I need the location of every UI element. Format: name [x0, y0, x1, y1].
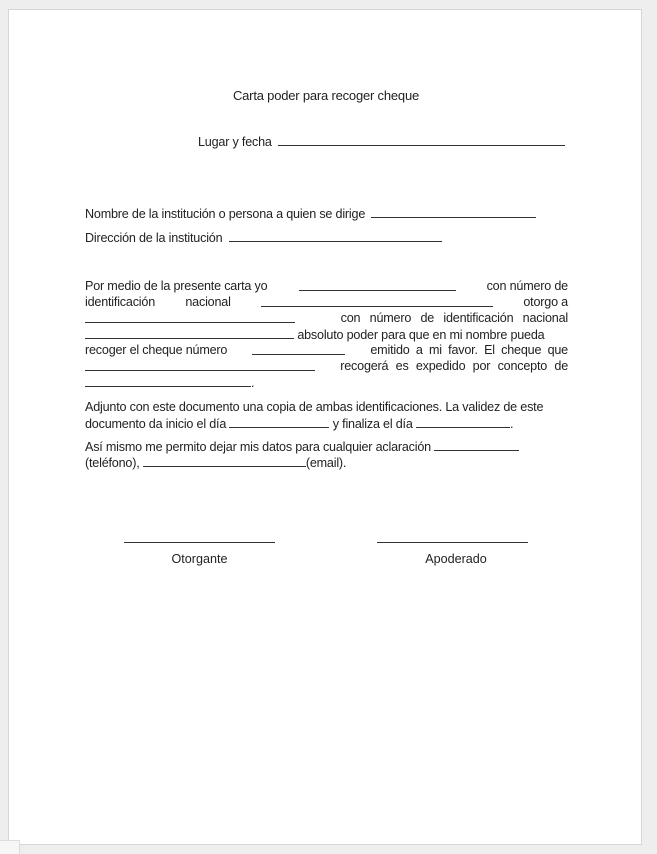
body-text: (email). [305, 456, 347, 470]
body-line-5 [85, 343, 568, 357]
grantor-id-field[interactable] [261, 295, 493, 307]
place-date-label: Lugar y fecha [198, 135, 272, 149]
recipient-label: Nombre de la institución o persona a quien se dirige [85, 207, 366, 221]
address-label: Dirección de la institución [85, 231, 223, 245]
body-text: identificación [85, 295, 156, 309]
body-text: Por medio de la presente carta yo [85, 279, 268, 293]
corner-tab [0, 840, 20, 854]
body-text: absoluto poder para que en mi nombre pueda [297, 328, 545, 342]
grantor-signature-line[interactable] [124, 542, 275, 543]
grantor-name-field[interactable] [299, 279, 456, 291]
attorney-id-field[interactable] [85, 327, 294, 339]
body-text: Así mismo me permito dejar mis datos para cualquier aclaración [85, 440, 431, 454]
body-text: documento da inicio el día [85, 417, 227, 431]
contact-line-2 [85, 455, 346, 470]
validity-line-1 [85, 400, 543, 414]
body-text: . [251, 376, 255, 390]
body-text: y finaliza el día [332, 417, 413, 431]
attorney-label: Apoderado [425, 552, 487, 566]
body-text: con número de [486, 279, 568, 293]
concept-field[interactable] [85, 375, 251, 387]
place-date-line [198, 134, 565, 149]
body-text: . [509, 417, 514, 431]
body-text: Adjunto con este documento una copia de ambas identificaciones. La validez de este [85, 400, 544, 414]
recipient-field[interactable] [371, 206, 536, 218]
body-line-2 [85, 295, 568, 309]
body-line-3 [85, 311, 568, 325]
body-line-1 [85, 279, 568, 293]
body-line-6 [85, 359, 568, 373]
place-date-field[interactable] [278, 134, 565, 146]
body-line-4 [85, 327, 544, 342]
address-line [85, 230, 442, 245]
cheque-number-field[interactable] [252, 343, 345, 355]
validity-line-2 [85, 416, 513, 431]
end-date-field[interactable] [416, 416, 510, 428]
recipient-line [85, 206, 536, 221]
contact-line-1 [85, 439, 519, 454]
body-text: nacional [185, 295, 231, 309]
body-text: emitido a mi favor. El cheque que [370, 343, 568, 357]
phone-field[interactable] [143, 455, 306, 467]
body-line-7 [85, 375, 254, 390]
attorney-name-field[interactable] [85, 311, 295, 323]
document-page [8, 9, 642, 845]
body-text: recogerá es expedido por concepto de [340, 359, 568, 373]
attorney-signature-line[interactable] [377, 542, 528, 543]
document-title: Carta poder para recoger cheque [232, 88, 420, 103]
cheque-field[interactable] [85, 359, 315, 371]
grantor-label: Otorgante [171, 552, 228, 566]
body-text: con número de identificación nacional [340, 311, 568, 325]
start-date-field[interactable] [229, 416, 329, 428]
body-text: otorgo a [523, 295, 568, 309]
clarification-field[interactable] [434, 439, 519, 451]
body-text: recoger el cheque número [85, 343, 228, 357]
address-field[interactable] [229, 230, 442, 242]
body-text: (teléfono), [85, 456, 140, 470]
